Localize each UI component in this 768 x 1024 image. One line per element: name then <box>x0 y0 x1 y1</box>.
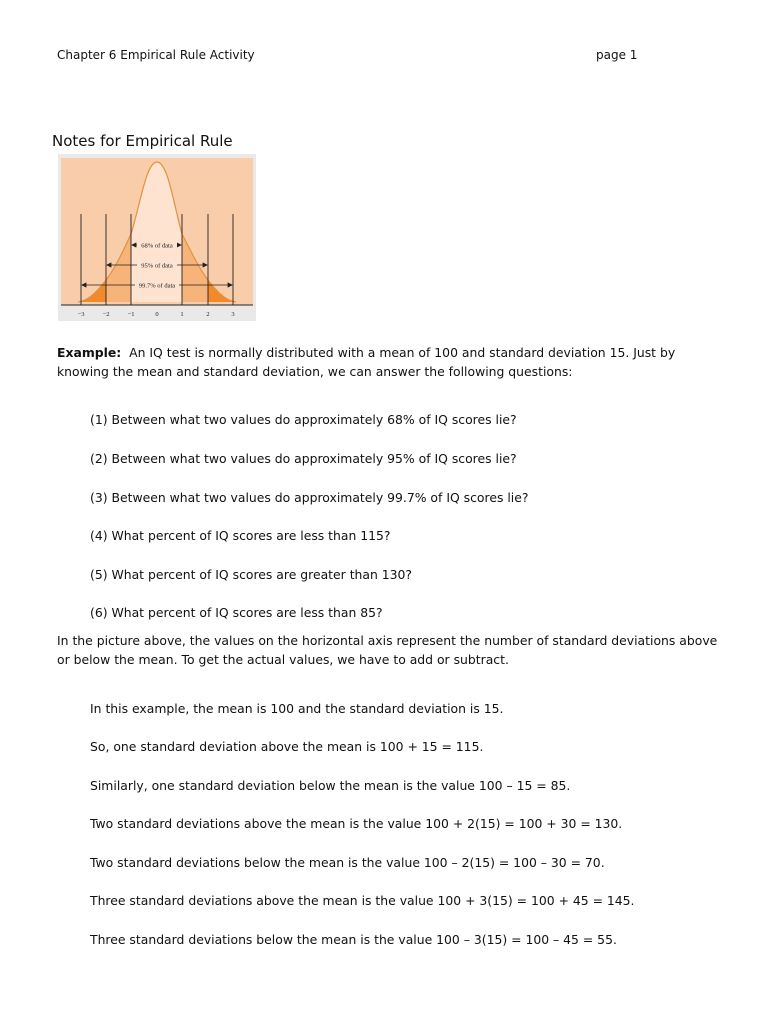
question-item: (6) What percent of IQ scores are less than 85? <box>90 605 383 621</box>
label-997: 99.7% of data <box>138 282 176 290</box>
section-title: Notes for Empirical Rule <box>52 132 233 150</box>
step-item: So, one standard deviation above the mean is 100 + 15 = 115. <box>90 739 484 755</box>
step-item: Three standard deviations above the mean is the value 100 + 3(15) = 100 + 45 = 145. <box>90 893 635 909</box>
label-68: 68% of data <box>141 242 173 250</box>
example-text: An IQ test is normally distributed with a mean of 100 and standard deviation 15. Just by knowing the mean and standard deviation, we can answer the following questions: <box>57 345 676 379</box>
example-label: Example: <box>57 345 122 360</box>
step-item: Two standard deviations above the mean is the value 100 + 2(15) = 100 + 30 = 130. <box>90 816 623 832</box>
tick-label: −2 <box>102 311 110 318</box>
example-paragraph <box>57 343 727 381</box>
question-item: (2) Between what two values do approximately 95% of IQ scores lie? <box>90 451 517 467</box>
step-item: Three standard deviations below the mean is the value 100 – 3(15) = 100 – 45 = 55. <box>90 932 617 948</box>
header-chapter-title: Chapter 6 Empirical Rule Activity <box>57 48 255 62</box>
tick-label: 1 <box>180 311 184 318</box>
step-item: Two standard deviations below the mean is the value 100 – 2(15) = 100 – 30 = 70. <box>90 855 605 871</box>
tick-label: 3 <box>231 311 235 318</box>
explanation-paragraph: In the picture above, the values on the horizontal axis represent the number of standard deviations above or below the mean. To get the actual values, we have to add or subtract. <box>57 633 718 667</box>
label-95: 95% of data <box>141 262 173 270</box>
step-item: In this example, the mean is 100 and the standard deviation is 15. <box>90 701 504 717</box>
tick-label: −3 <box>77 311 85 318</box>
tick-label: 2 <box>206 311 210 318</box>
tick-label: −1 <box>127 311 135 318</box>
question-item: (4) What percent of IQ scores are less than 115? <box>90 528 391 544</box>
empirical-rule-figure <box>58 154 256 321</box>
tick-label: 0 <box>155 311 159 318</box>
header-page-number: page 1 <box>596 48 638 62</box>
normal-curve-diagram <box>58 154 256 321</box>
question-item: (5) What percent of IQ scores are greater than 130? <box>90 567 413 583</box>
question-item: (3) Between what two values do approximately 99.7% of IQ scores lie? <box>90 490 529 506</box>
step-item: Similarly, one standard deviation below the mean is the value 100 – 15 = 85. <box>90 778 571 794</box>
question-item: (1) Between what two values do approximately 68% of IQ scores lie? <box>90 412 517 428</box>
